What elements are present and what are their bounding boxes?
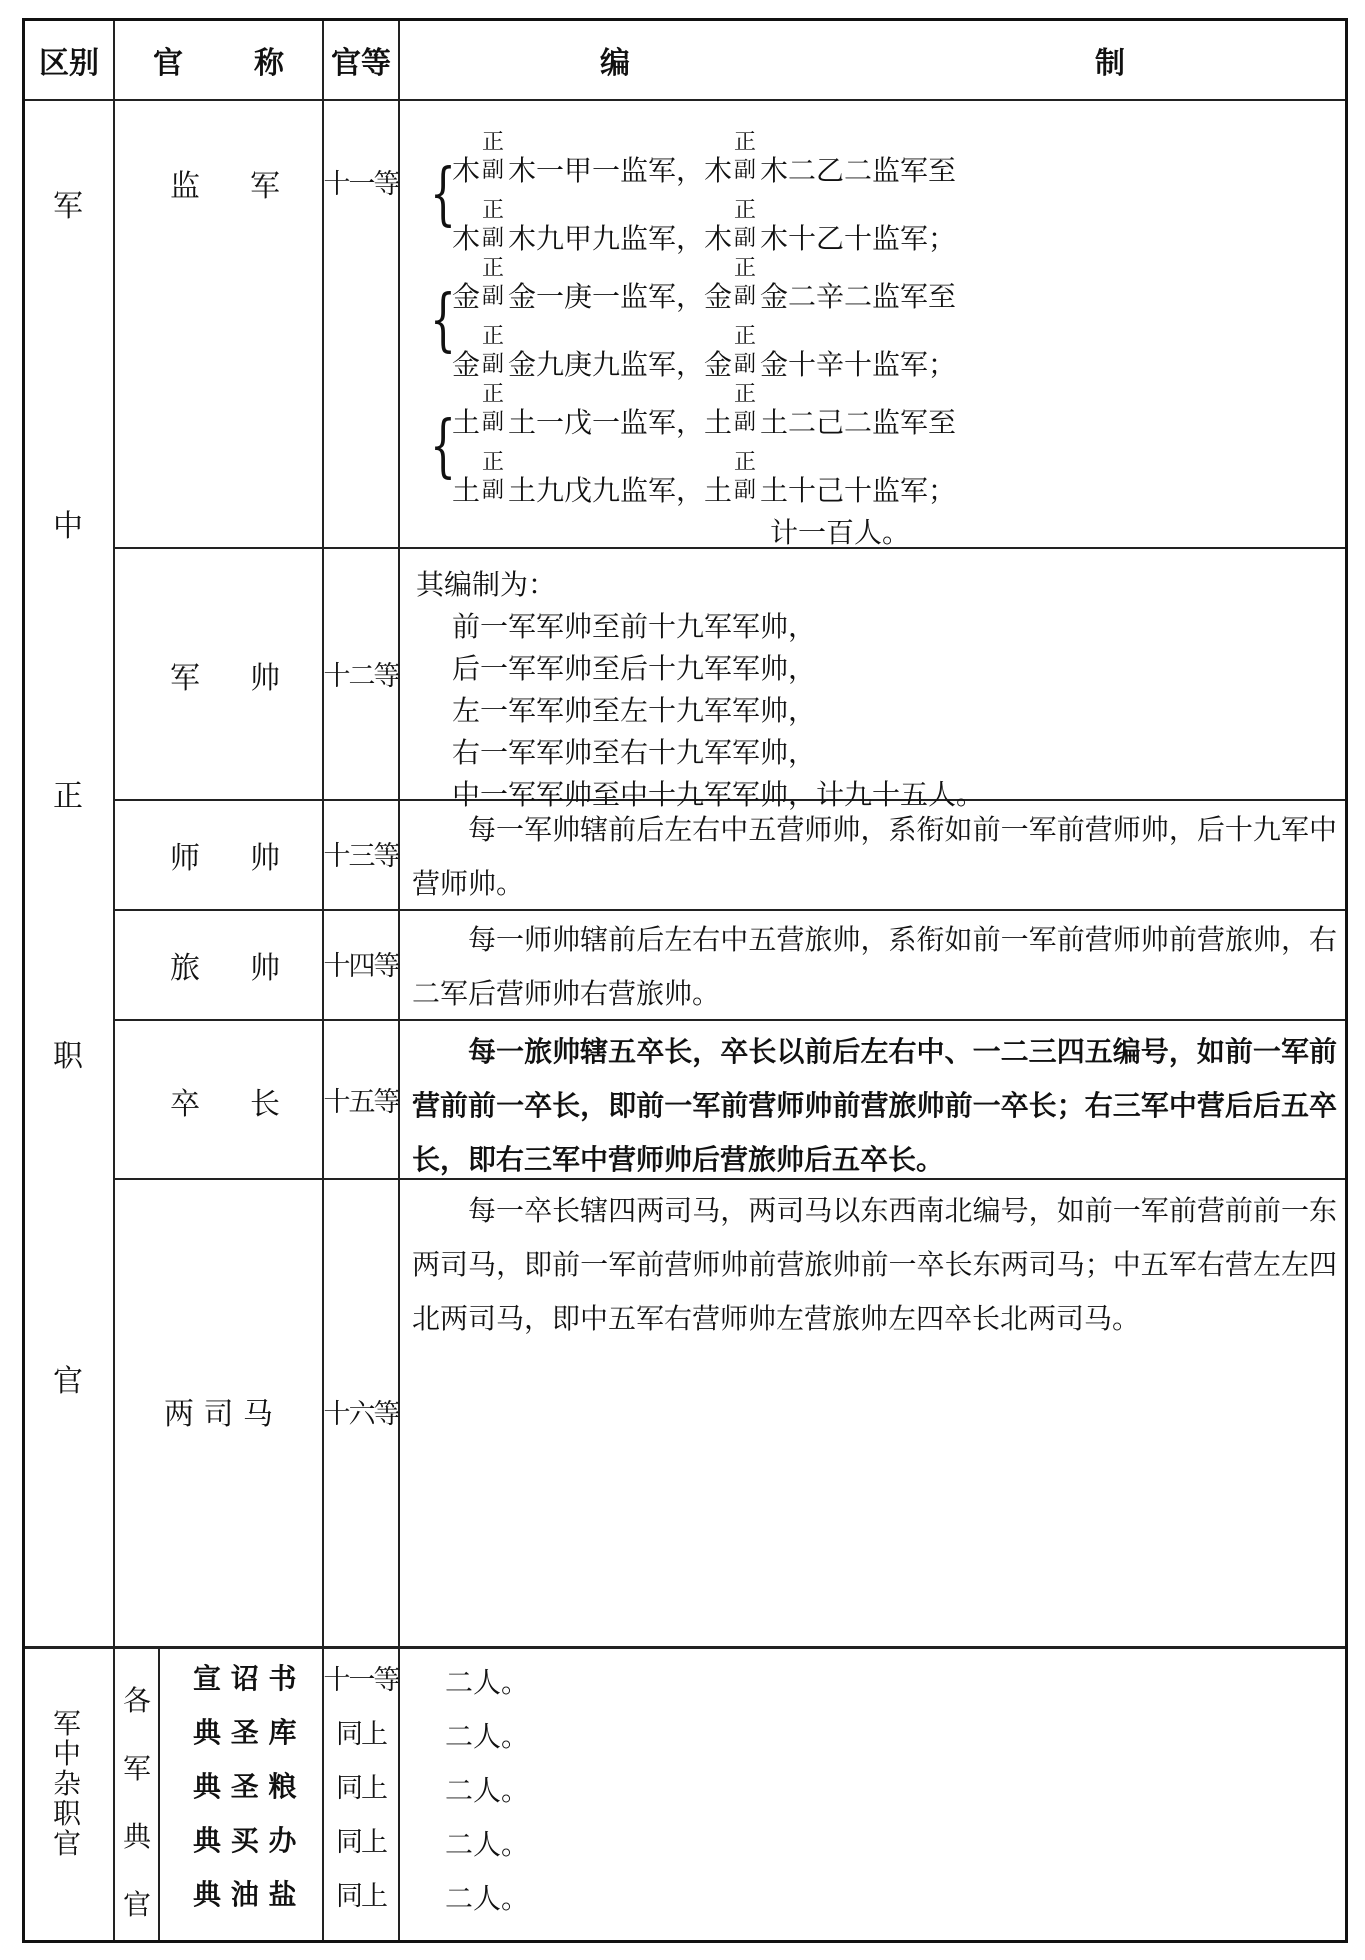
title-junshuai: 军 帅 xyxy=(170,661,280,696)
title-zuzhang: 卒 长 xyxy=(170,1087,280,1122)
header-organization: 编 制 xyxy=(600,46,1125,81)
jianjun-g1-line1: 木 正 副 木一甲一监军，木 正 副 木二乙二监军至 xyxy=(452,130,957,187)
misc-item-grade: 同上 xyxy=(336,1718,386,1750)
junshuai-line: 后一军军帅至后十九军军帅， xyxy=(452,652,817,685)
title-shishuai: 师 帅 xyxy=(170,841,280,876)
misc-item-name: 典 油 盐 xyxy=(193,1878,297,1911)
brace-group-2: { xyxy=(430,281,456,360)
misc-item-name: 宣 诏 书 xyxy=(193,1662,297,1695)
organization-shishuai: 每一军帅辖前后左右中五营师帅，系衔如前一军前营师帅，后十九军中营师帅。 xyxy=(412,813,1337,900)
title-liangsima: 两 司 马 xyxy=(163,1397,274,1432)
organization-lvshuai: 每一师帅辖前后左右中五营旅帅，系衔如前一军前营师帅前营旅帅，右二军后营师帅右营旅帅。 xyxy=(412,923,1337,1010)
organization-junshuai xyxy=(400,549,1345,811)
organization-jianjun xyxy=(400,101,1345,547)
jianjun-g3-line1: 土 正 副 土一戊一监军，土 正 副 土二己二监军至 xyxy=(452,382,957,439)
misc-item-count: 二人。 xyxy=(445,1666,530,1699)
grade-lvshuai: 十四等 xyxy=(323,950,399,982)
organization-liangsima: 每一卒长辖四两司马，两司马以东西南北编号，如前一军前营前前一东两司马，即前一军前营师帅前营旅帅前一卒长东两司马；中五军右营左左四北两司马，即中五军右营师帅左营旅帅左四卒长北两司马。 xyxy=(412,1194,1337,1335)
official-rank-table xyxy=(22,18,1348,1943)
organization-zuzhang: 每一旅帅辖五卒长，卒长以前后左右中、一二三四五编号，如前一军前营前前一卒长，即前一军前营师帅前营旅帅前一卒长；右三军中营后后五卒长，即右三军中营师帅后营旅帅后五卒长。 xyxy=(412,1035,1337,1176)
divider-misc-group xyxy=(158,1649,160,1940)
jianjun-g2-line2: 金 正 副 金九庚九监军，金 正 副 金十辛十监军； xyxy=(452,324,957,381)
title-jianjun: 监 军 xyxy=(170,169,280,204)
brace-group-3: { xyxy=(430,407,456,486)
misc-item-grade: 十一等 xyxy=(323,1664,399,1696)
misc-item-grade: 同上 xyxy=(336,1826,386,1858)
header-grade: 官等 xyxy=(331,46,391,81)
title-lvshuai: 旅 帅 xyxy=(170,951,280,986)
jianjun-g1-line2: 木 正 副 木九甲九监军，木 正 副 木十乙十监军； xyxy=(452,198,957,255)
jianjun-g2-line1: 金 正 副 金一庚一监军，金 正 副 金二辛二监军至 xyxy=(452,256,957,313)
junshuai-line: 右一军军帅至右十九军军帅， xyxy=(452,736,817,769)
junshuai-line: 中一军军帅至中十九军军帅，计九十五人。 xyxy=(452,778,985,811)
misc-item-name: 典 圣 粮 xyxy=(193,1770,297,1803)
junshuai-intro: 其编制为： xyxy=(416,568,557,601)
misc-item-count: 二人。 xyxy=(445,1828,530,1861)
grade-junshuai: 十二等 xyxy=(323,660,399,692)
misc-item-count: 二人。 xyxy=(445,1720,530,1753)
grade-zuzhang: 十五等 xyxy=(323,1086,399,1118)
junshuai-line: 左一军军帅至左十九军军帅， xyxy=(452,694,817,727)
misc-group-label: 各 军 典 官 xyxy=(123,1684,152,1921)
brace-group-1: { xyxy=(430,155,456,234)
grade-shishuai: 十三等 xyxy=(323,840,399,872)
category-label-main: 军 中 正 职 官 xyxy=(53,189,83,1399)
category-label-misc: 军 中 杂 职 官 xyxy=(53,1707,82,1860)
misc-item-count: 二人。 xyxy=(445,1882,530,1915)
grade-jianjun: 十一等 xyxy=(323,168,399,200)
header-title: 官 称 xyxy=(153,46,284,81)
misc-item-grade: 同上 xyxy=(336,1880,386,1912)
misc-item-name: 典 圣 库 xyxy=(193,1716,297,1749)
grade-liangsima: 十六等 xyxy=(323,1398,399,1430)
junshuai-line: 前一军军帅至前十九军军帅， xyxy=(452,610,817,643)
jianjun-g3-line2: 土 正 副 土九戊九监军，土 正 副 土十己十监军； xyxy=(452,450,957,507)
header-category: 区别 xyxy=(39,46,99,81)
misc-item-name: 典 买 办 xyxy=(193,1824,297,1857)
misc-item-count: 二人。 xyxy=(445,1774,530,1807)
jianjun-total: 计一百人。 xyxy=(770,516,911,549)
divider-section xyxy=(25,1646,1345,1649)
misc-item-grade: 同上 xyxy=(336,1772,386,1804)
